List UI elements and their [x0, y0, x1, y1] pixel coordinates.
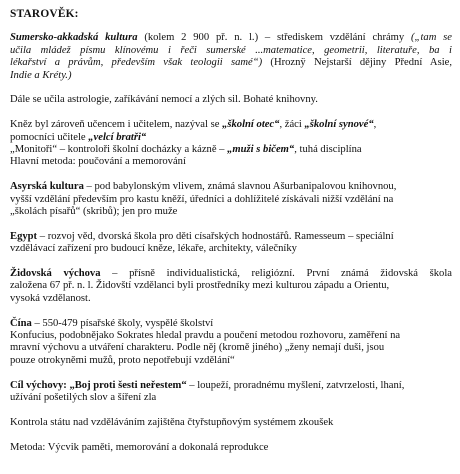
teacher-line-4: Hlavní metoda: poučování a memorování — [10, 156, 186, 168]
goals-line-2: užívání pošetilých slov a šíření zla — [10, 392, 157, 404]
teacher-line-3: „Monitoři“ – kontroloři školní docházky a kázně – „muži s bičem“, tuhá disciplína — [10, 144, 362, 156]
sumer-line-4: Indie a Kréty.) — [10, 69, 72, 81]
assyria-name: Asyrská kultura — [10, 181, 84, 193]
paragraph-control: Kontrola státu nad vzděláváním zajištěna čtyřstupňovým systémem zkoušek — [10, 416, 334, 428]
jewish-name: Židovská výchova — [10, 268, 101, 280]
jewish-line-3: vysoká vzdělanost. — [10, 292, 91, 304]
teacher-line-1: Kněz byl zároveň učencem i učitelem, nazýval se „školní otec“, žáci „školní synové“, — [10, 119, 377, 131]
paragraph-teacher — [10, 119, 452, 169]
sumer-line-2: učila mládež písmu klínovému i řeči sumerské ...matematice, geometrii, literatuře, ba i — [10, 44, 452, 56]
paragraph-sumer — [10, 32, 452, 82]
paragraph-astrology: Dále se učila astrologie, zaříkávání nemocí a zlých sil. Bohaté knihovny. — [10, 94, 318, 106]
china-line-1: Čína – 550-479 písařské školy, vyspělé školství — [10, 317, 214, 329]
china-line-4: pouze otrokyněmi mužů, proto nepotřebují vzdělání“ — [10, 354, 235, 366]
page-title: STAROVĚK: — [10, 8, 79, 20]
assyria-line-3: „školách písařů“ (skribů); jen pro muže — [10, 206, 178, 218]
sumer-line-3: lékařství a právům, především však teologii samé“) (Hroznÿ Nejstarší dějiny Přední Asie, — [10, 57, 452, 69]
china-name: Čína — [10, 317, 32, 329]
paragraph-goals — [10, 380, 452, 405]
teacher-line-2: pomocníci učitele „velcí bratři“ — [10, 131, 147, 143]
china-line-2: Konfucius, podobnějako Sokrates hledal pravdu a poučení metodou rozhovoru, zaměření na — [10, 330, 401, 342]
jewish-line-2: založena 67 př. n. l. Židovští vzdělanci byli prostředníky mezi kulturou západu a Orientu, — [10, 280, 390, 292]
egypt-line-2: vzdělávací zařízení pro budoucí kněze, lékaře, architekty, válečníky — [10, 243, 297, 255]
assyria-line-2: vyšší vzdělání především pro kastu kněží, úředníci a dohlížitelé získávali nižší vzdělání na — [10, 193, 394, 205]
china-line-3: mravní výchovu a utváření charakteru. Podle něj (kromě jiného) „ženy nemají duši, jsou — [10, 342, 385, 354]
sumer-name: Sumersko-akkadská kultura — [10, 32, 138, 44]
paragraph-china — [10, 318, 452, 368]
assyria-line-1: Asyrská kultura – pod babylonským vlivem, známá slavnou Ašurbanipalovou knihovnou, — [10, 181, 397, 193]
paragraph-egypt — [10, 231, 452, 256]
sumer-line-1: Sumersko-akkadská kultura (kolem 2 900 př. n. l.) – střediskem vzdělání chrámy („tam se — [10, 32, 452, 44]
paragraph-method: Metoda: Výcvik paměti, memorování a dokonalá reprodukce — [10, 441, 269, 453]
goals-name: Cíl výchovy: — [10, 379, 67, 391]
goals-line-1: Cíl výchovy: „Boj proti šesti neřestem“ – loupeží, proradnému myšlení, zatvrzelosti, lhaní, — [10, 379, 405, 391]
paragraph-jewish — [10, 268, 452, 305]
paragraph-assyria — [10, 181, 452, 218]
egypt-name: Egypt — [10, 230, 38, 242]
jewish-line-1: Židovská výchova – přísně individualistická, religiózní. První známá židovská škola — [10, 268, 452, 280]
egypt-line-1: Egypt – rozvoj věd, dvorská škola pro děti císařských hodnostářů. Ramesseum – speciální — [10, 230, 394, 242]
